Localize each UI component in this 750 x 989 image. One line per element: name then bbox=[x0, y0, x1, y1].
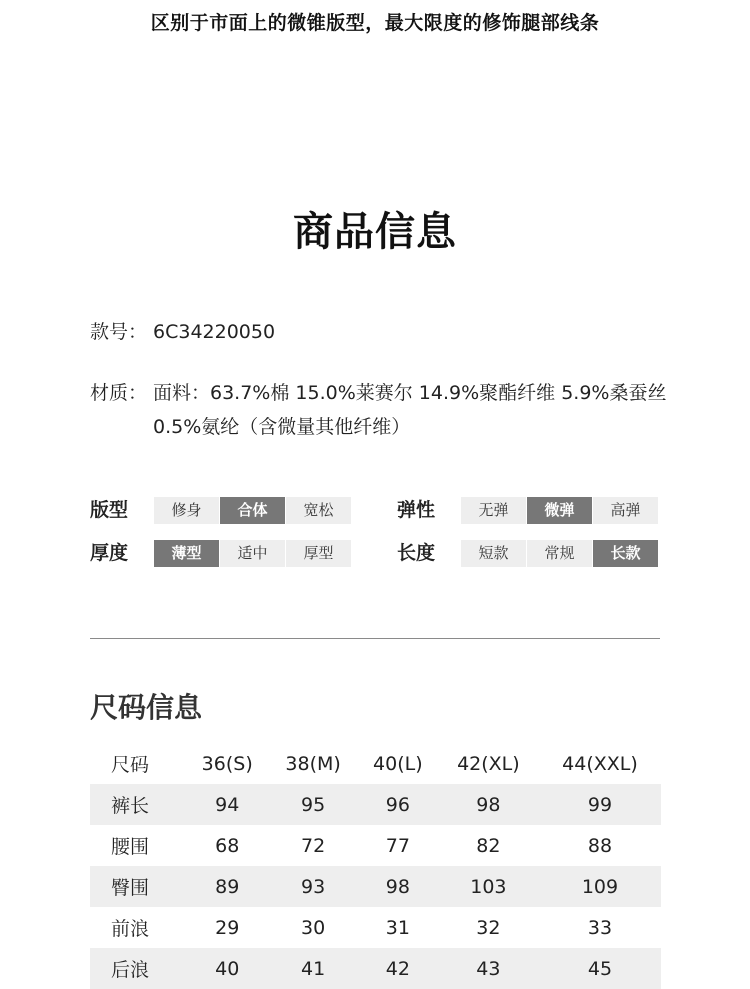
stretch-selector bbox=[461, 497, 659, 524]
table-cell: 93 bbox=[268, 866, 357, 907]
section-divider bbox=[90, 638, 660, 639]
size-info-title: 尺码信息 bbox=[90, 691, 203, 724]
table-cell: 后浪 bbox=[90, 948, 186, 989]
length-label: 长度 bbox=[397, 542, 436, 564]
size-table bbox=[90, 743, 661, 989]
table-cell: 43 bbox=[438, 948, 539, 989]
size-header-cell: 尺码 bbox=[111, 754, 150, 776]
stretch-label: 弹性 bbox=[397, 499, 436, 521]
style-number-row bbox=[90, 315, 275, 349]
table-row bbox=[90, 907, 661, 948]
size-header-cell: 38(M) bbox=[285, 752, 341, 775]
tagline: 区别于市面上的微锥版型，最大限度的修饰腿部线条 bbox=[150, 12, 600, 34]
table-cell: 103 bbox=[438, 866, 539, 907]
table-cell: 32 bbox=[476, 916, 501, 939]
table-cell: 31 bbox=[385, 916, 410, 939]
table-cell: 89 bbox=[186, 866, 268, 907]
table-cell: 95 bbox=[268, 784, 357, 825]
table-cell: 41 bbox=[268, 948, 357, 989]
material-value: 面料：63.7%棉 15.0%莱赛尔 14.9%聚酯纤维 5.9%桑蚕丝 0.5%氨纶（含微量其他纤维） bbox=[153, 382, 667, 438]
size-header-cell: 36(S) bbox=[201, 752, 253, 775]
table-cell: 裤长 bbox=[90, 784, 186, 825]
table-cell: 77 bbox=[385, 834, 410, 857]
table-cell: 45 bbox=[539, 948, 661, 989]
size-header-cell: 40(L) bbox=[373, 752, 423, 775]
length-selector bbox=[461, 540, 659, 567]
table-cell: 40 bbox=[186, 948, 268, 989]
table-cell: 33 bbox=[587, 916, 613, 939]
stretch-option-high[interactable]: 高弹 bbox=[593, 497, 658, 524]
table-cell: 96 bbox=[358, 784, 438, 825]
table-row bbox=[90, 948, 661, 989]
size-header-cell: 42(XL) bbox=[457, 752, 520, 775]
product-info-title: 商品信息 bbox=[293, 209, 457, 255]
material-label: 材质： bbox=[90, 382, 148, 404]
size-table-header-row bbox=[90, 743, 661, 784]
table-cell: 30 bbox=[301, 916, 326, 939]
stretch-option-slight[interactable]: 微弹 bbox=[527, 497, 592, 524]
style-number-label: 款号： bbox=[90, 321, 148, 343]
length-option-short[interactable]: 短款 bbox=[461, 540, 526, 567]
table-row bbox=[90, 784, 661, 825]
length-option-long[interactable]: 长款 bbox=[593, 540, 658, 567]
table-row bbox=[90, 825, 661, 866]
table-cell: 臀围 bbox=[90, 866, 186, 907]
thickness-selector bbox=[154, 540, 352, 567]
table-cell: 99 bbox=[539, 784, 661, 825]
table-cell: 42 bbox=[358, 948, 438, 989]
material-row bbox=[90, 376, 673, 444]
fit-selector bbox=[154, 497, 352, 524]
table-cell: 72 bbox=[301, 834, 326, 857]
table-cell: 98 bbox=[358, 866, 438, 907]
thickness-label: 厚度 bbox=[90, 542, 129, 564]
table-cell: 82 bbox=[476, 834, 501, 857]
thickness-option-thick[interactable]: 厚型 bbox=[286, 540, 351, 567]
fit-option-regular[interactable]: 合体 bbox=[220, 497, 285, 524]
style-number-value: 6C34220050 bbox=[153, 321, 276, 343]
table-cell: 29 bbox=[215, 916, 240, 939]
length-option-regular[interactable]: 常规 bbox=[527, 540, 592, 567]
fit-label: 版型 bbox=[90, 499, 129, 521]
table-cell: 88 bbox=[587, 834, 613, 857]
table-cell: 109 bbox=[539, 866, 661, 907]
table-cell: 腰围 bbox=[111, 836, 150, 858]
size-header-cell: 44(XXL) bbox=[562, 752, 638, 775]
table-cell: 前浪 bbox=[111, 918, 150, 940]
table-cell: 68 bbox=[215, 834, 240, 857]
fit-option-slim[interactable]: 修身 bbox=[154, 497, 219, 524]
table-cell: 98 bbox=[438, 784, 539, 825]
thickness-option-thin[interactable]: 薄型 bbox=[154, 540, 219, 567]
fit-option-loose[interactable]: 宽松 bbox=[286, 497, 351, 524]
stretch-option-none[interactable]: 无弹 bbox=[461, 497, 526, 524]
table-row bbox=[90, 866, 661, 907]
table-cell: 94 bbox=[186, 784, 268, 825]
thickness-option-medium[interactable]: 适中 bbox=[220, 540, 285, 567]
